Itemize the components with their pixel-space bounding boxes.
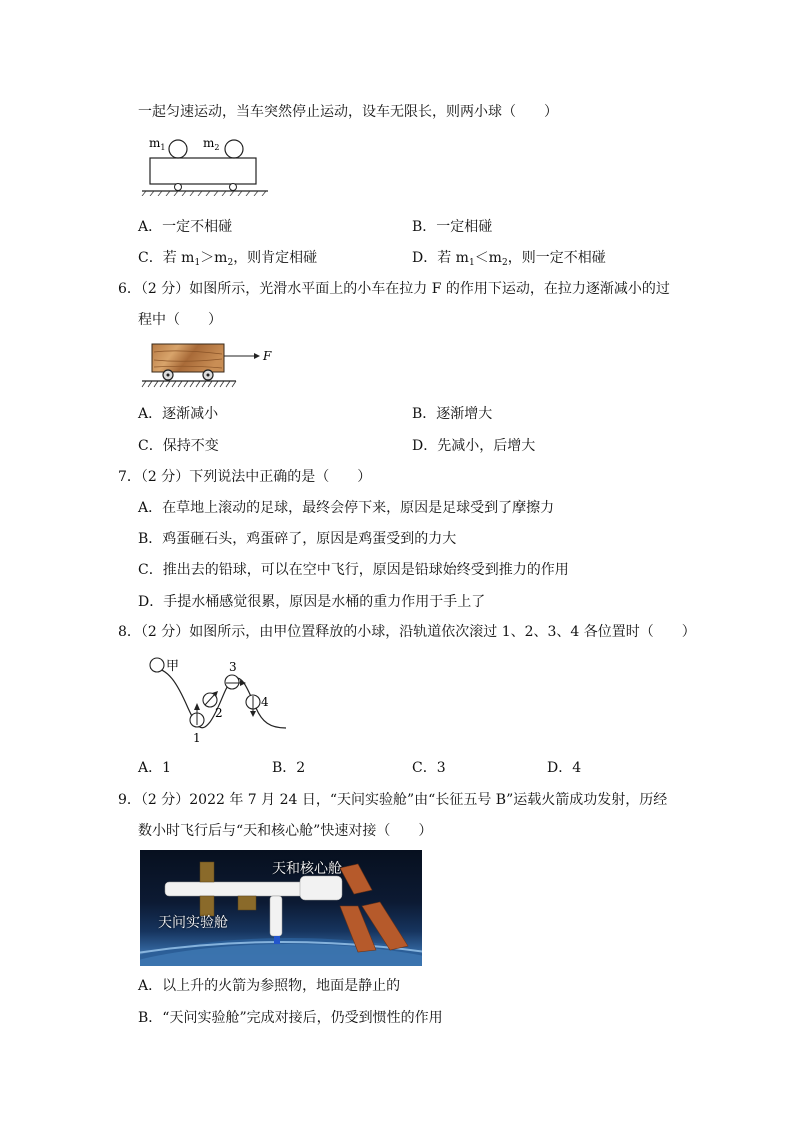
q6-wood-block (152, 344, 224, 372)
q5-option-a[interactable]: A．一定不相碰 (138, 219, 233, 235)
q8-option-a[interactable]: A．1 (138, 760, 172, 776)
q6-stem-line2: 程中（ ） (138, 312, 222, 328)
q5-stem: 一起匀速运动，当车突然停止运动，设车无限长，则两小球（ ） (138, 104, 558, 120)
q5-wheel-left (175, 184, 182, 191)
q6-option-a[interactable]: A．逐渐减小 (138, 406, 219, 422)
q8-label-4: 4 (261, 695, 269, 709)
q7-option-d[interactable]: D．手提水桶感觉很累，原因是水桶的重力作用于手上了 (138, 594, 486, 610)
q5-label-m2: $m_2$ (203, 136, 220, 152)
q5-option-b[interactable]: B．一定相碰 (412, 219, 493, 235)
q6-cart-figure (140, 340, 280, 392)
q5-cart-body (150, 158, 256, 184)
q5-ball-m1 (169, 140, 187, 158)
q8-option-c[interactable]: C．3 (412, 760, 446, 776)
q6-force-label: F (263, 349, 272, 363)
q6-option-d[interactable]: D．先减小，后增大 (412, 438, 536, 454)
q8-label-1: 1 (193, 731, 201, 745)
q5-label-m1: $m_1$ (149, 136, 166, 152)
q7-stem: 7．（2 分）下列说法中正确的是（ ） (118, 469, 372, 485)
q5-ball-m2 (225, 140, 243, 158)
q9-option-a[interactable]: A．以上升的火箭为参照物，地面是静止的 (138, 978, 401, 994)
q8-label-2: 2 (215, 706, 223, 720)
q8-option-b[interactable]: B．2 (272, 760, 306, 776)
q7-option-c[interactable]: C．推出去的铅球，可以在空中飞行，原因是铅球始终受到推力的作用 (138, 562, 569, 578)
q7-option-b[interactable]: B．鸡蛋砸石头，鸡蛋碎了，原因是鸡蛋受到的力大 (138, 531, 457, 547)
q5-option-d[interactable]: D．若 $m_1<m_2$，则一定不相碰 (412, 250, 606, 268)
q5-option-c[interactable]: C．若 $m_1>m_2$，则肯定相碰 (138, 250, 318, 268)
q9-option-b[interactable]: B．“天问实验舱”完成对接后，仍受到惯性的作用 (138, 1010, 443, 1026)
q6-ground-hatch (142, 381, 236, 387)
q8-ball-start (150, 658, 164, 672)
q8-label-3: 3 (229, 660, 237, 674)
q5-ground-hatch (142, 191, 266, 196)
photo-label-lab-module: 天问实验舱 (158, 915, 228, 931)
q9-stem-line1: 9．（2 分）2022 年 7 月 24 日，“天问实验舱”由“长征五号 B”运载火箭成功发射，历经 (118, 792, 668, 808)
q6-option-b[interactable]: B．逐渐增大 (412, 406, 493, 422)
q5-cart-figure (140, 130, 270, 196)
q8-stem: 8．（2 分）如图所示，由甲位置释放的小球，沿轨道依次滚过 1、2、3、4 各位置时（ ） (118, 624, 696, 640)
q8-track-figure (140, 650, 300, 750)
space-station-photo (140, 850, 422, 966)
q7-option-a[interactable]: A．在草地上滚动的足球，最终会停下来，原因是足球受到了摩擦力 (138, 500, 555, 516)
q5-wheel-right (230, 184, 237, 191)
photo-label-core-module: 天和核心舱 (272, 861, 342, 877)
q8-label-start: 甲 (166, 659, 180, 674)
q6-stem-line1: 6．（2 分）如图所示，光滑水平面上的小车在拉力 F 的作用下运动，在拉力逐渐减小的过 (118, 281, 670, 297)
q9-stem-line2: 数小时飞行后与“天和核心舱”快速对接（ ） (138, 823, 433, 839)
q8-option-d[interactable]: D．4 (547, 760, 582, 776)
q6-option-c[interactable]: C．保持不变 (138, 438, 219, 454)
q8-ball-3 (225, 675, 239, 689)
